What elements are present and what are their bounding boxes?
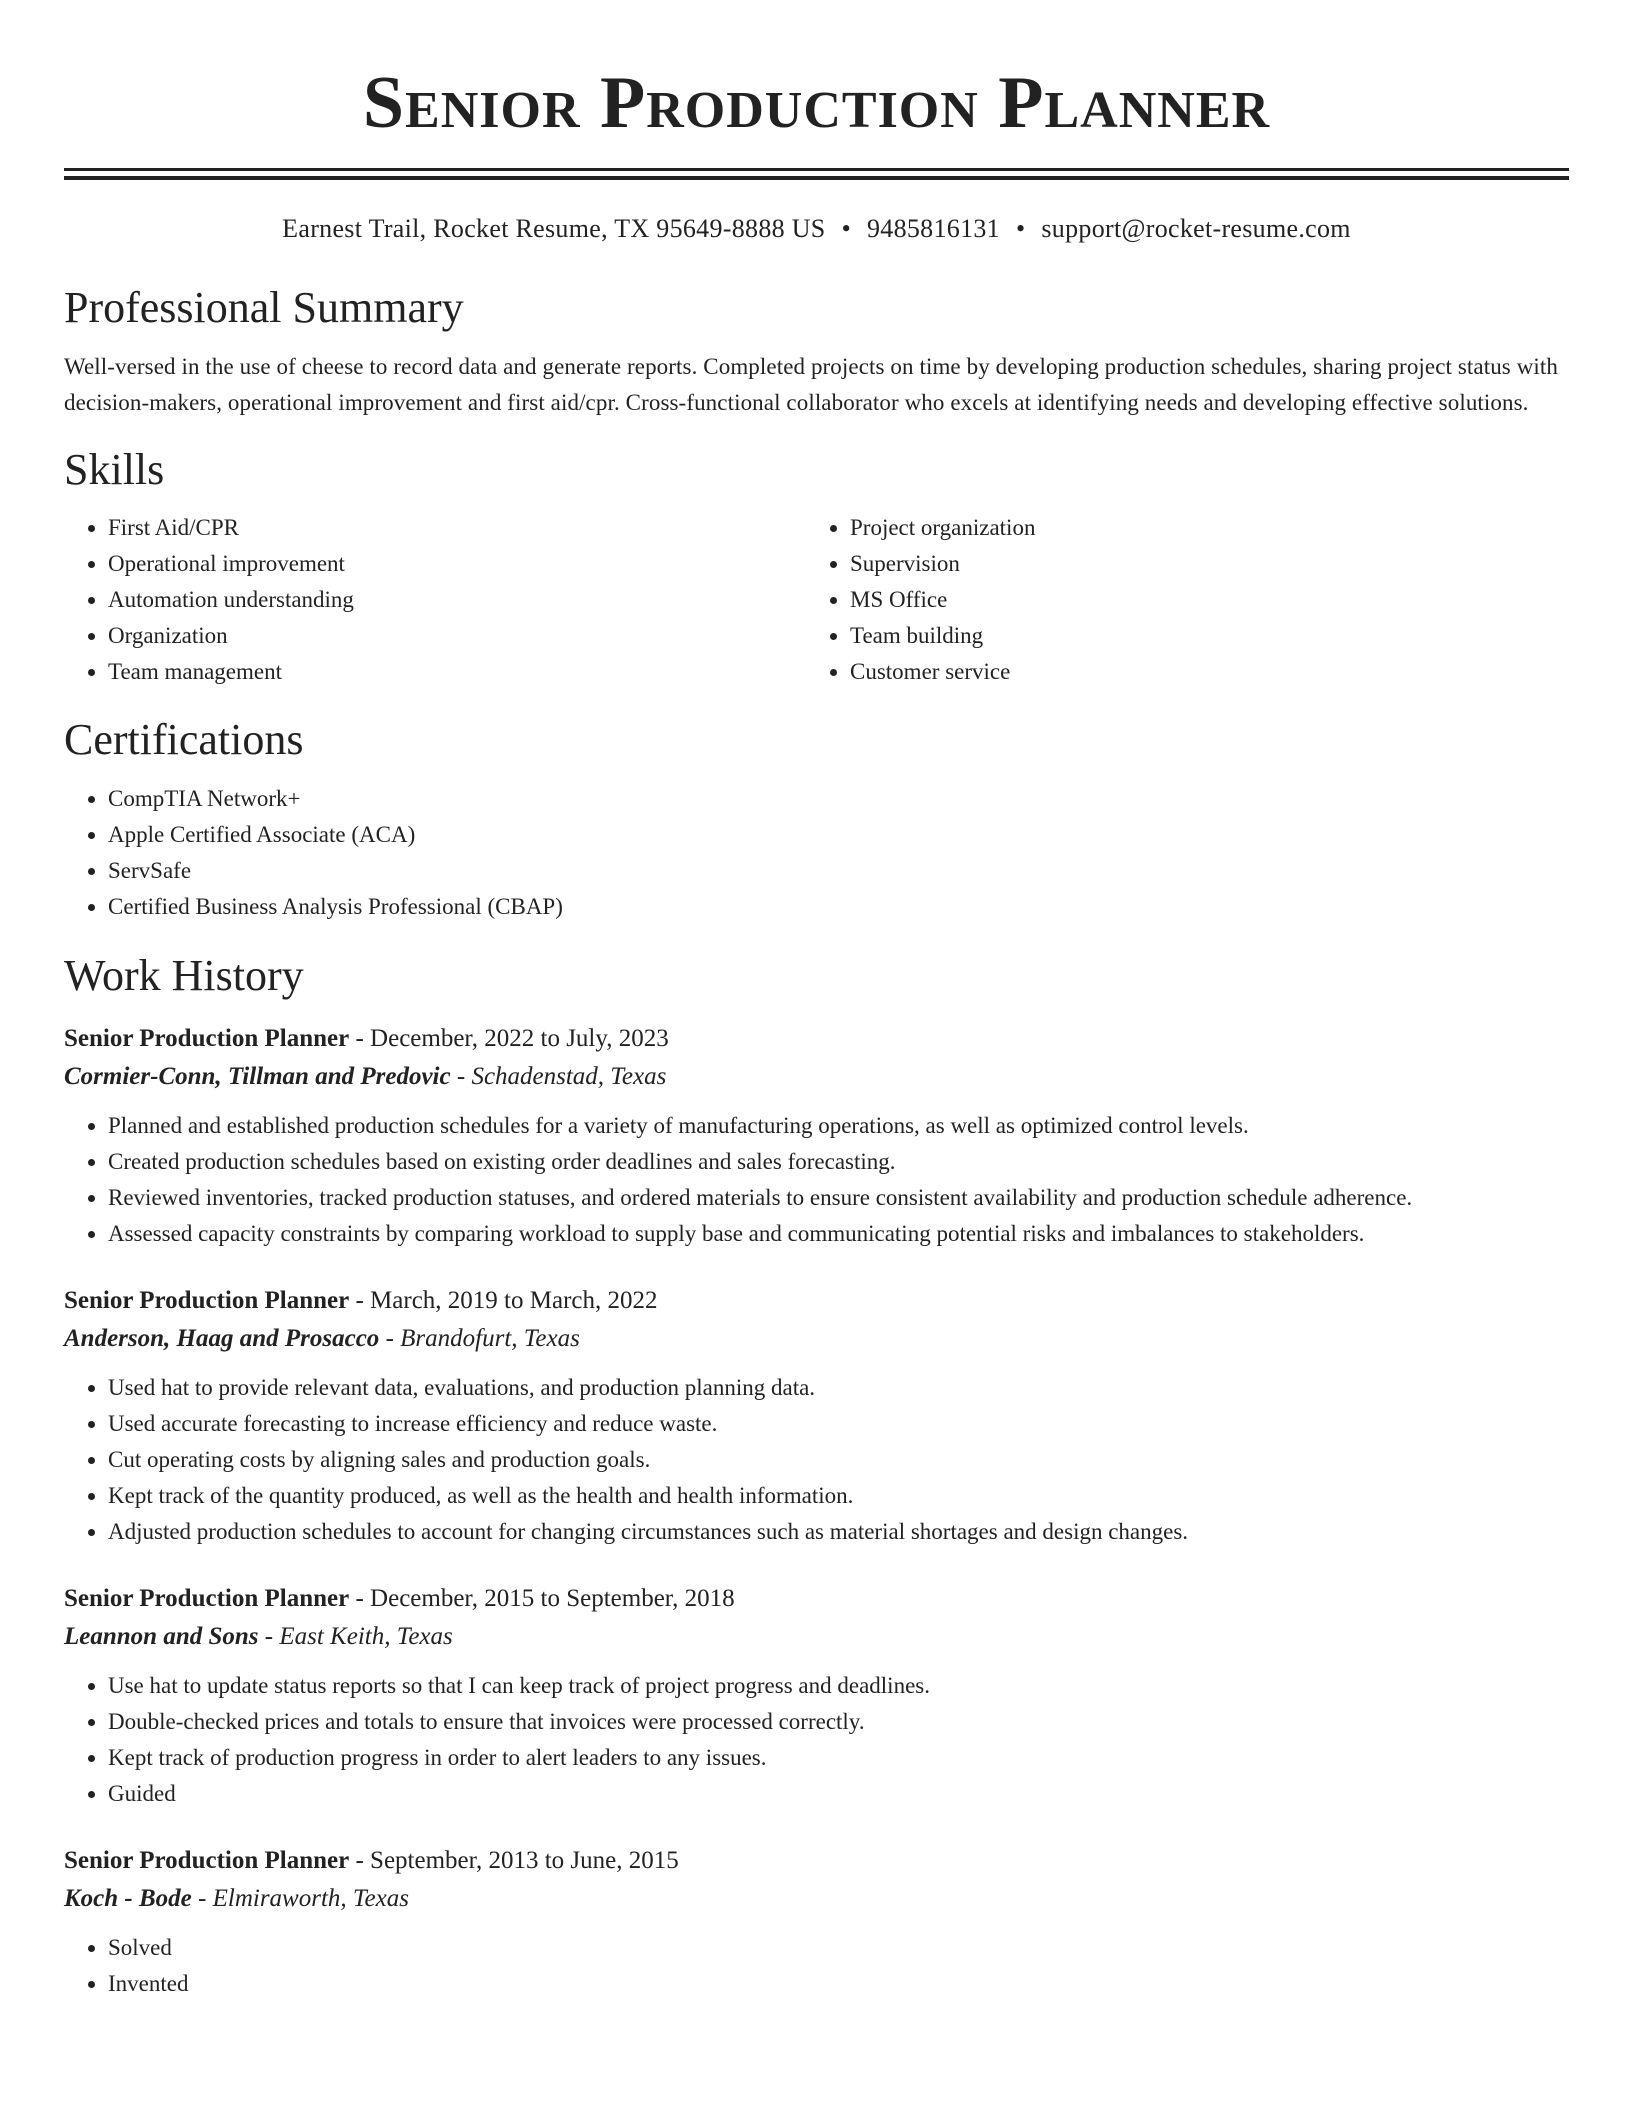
skill-item: • Automation understanding <box>108 582 806 618</box>
job-bullets <box>64 1930 1569 2002</box>
job-bullet: • Assessed capacity constraints by comparing workload to supply base and communicating potential risks and imbalances to stakeholders. <box>108 1216 1569 1252</box>
job-bullet: • Reviewed inventories, tracked production statuses, and ordered materials to ensure consistent availability and production schedule adherence. <box>108 1180 1569 1216</box>
contact-email: support@rocket-resume.com <box>1041 214 1351 243</box>
job-bullet: • Kept track of the quantity produced, as well as the health and health information. <box>108 1478 1569 1514</box>
job-employer: Koch - Bode - Elmiraworth, Texas <box>64 1885 409 1912</box>
job-location: East Keith, Texas <box>279 1623 453 1650</box>
job-dates: September, 2013 to June, 2015 <box>370 1847 679 1874</box>
contact-address: Earnest Trail, Rocket Resume, TX 95649-8888 US <box>282 214 826 243</box>
section-heading-skills: Skills <box>64 445 165 494</box>
job-title: Senior Production Planner <box>64 1287 350 1314</box>
job-entry <box>64 1020 1569 1252</box>
job-bullets <box>64 1108 1569 1252</box>
contact-separator: • <box>1015 214 1026 243</box>
contact-line <box>64 214 1569 254</box>
job-company: Cormier-Conn, Tillman and Predovic <box>64 1063 451 1090</box>
contact-phone: 9485816131 <box>866 214 1000 243</box>
job-title: Senior Production Planner <box>64 1585 350 1612</box>
job-bullet: • Double-checked prices and totals to ensure that invoices were processed correctly. <box>108 1704 1569 1740</box>
skill-item: • First Aid/CPR <box>108 510 806 546</box>
job-company: Anderson, Haag and Prosacco <box>64 1325 380 1352</box>
skill-item: • Operational improvement <box>108 546 806 582</box>
job-bullet: • Use hat to update status reports so that I can keep track of project progress and deadlines. <box>108 1668 1569 1704</box>
job-header: Senior Production Planner - September, 2013 to June, 2015 <box>64 1847 679 1874</box>
summary-text: Well-versed in the use of cheese to record data and generate reports. Completed projects on time by developing production schedules, sharing project status with decision-makers, operational improvement and first aid/cpr. Cross-functional collaborator who excels at identifying needs and developing effective solutions. <box>64 354 1558 415</box>
job-bullet: • Kept track of production progress in order to alert leaders to any issues. <box>108 1740 1569 1776</box>
skill-item: • Team management <box>108 654 806 690</box>
certification-item: • Certified Business Analysis Professional (CBAP) <box>108 889 1569 925</box>
job-bullet: • Created production schedules based on existing order deadlines and sales forecasting. <box>108 1144 1569 1180</box>
job-bullets <box>64 1668 1569 1812</box>
certifications-list <box>64 781 1569 925</box>
job-location: Brandofurt, Texas <box>400 1325 580 1352</box>
section-heading-work-history: Work History <box>64 951 304 1000</box>
job-dates: December, 2022 to July, 2023 <box>370 1025 669 1052</box>
job-bullet: • Used hat to provide relevant data, evaluations, and production planning data. <box>108 1370 1569 1406</box>
job-bullet: • Invented <box>108 1966 1569 2002</box>
job-header: Senior Production Planner - December, 2015 to September, 2018 <box>64 1585 735 1612</box>
job-company: Leannon and Sons <box>64 1623 259 1650</box>
resume-title: Senior Production Planner <box>362 62 1271 144</box>
job-employer: Cormier-Conn, Tillman and Predovic - Schadenstad, Texas <box>64 1063 667 1090</box>
job-dates: March, 2019 to March, 2022 <box>370 1287 658 1314</box>
job-bullet: • Planned and established production schedules for a variety of manufacturing operations, as well as optimized control levels. <box>108 1108 1569 1144</box>
job-bullets <box>64 1370 1569 1550</box>
skill-item: • Team building <box>850 618 1548 654</box>
job-bullet: • Solved <box>108 1930 1569 1966</box>
job-employer: Anderson, Haag and Prosacco - Brandofurt, Texas <box>64 1325 580 1352</box>
certification-item: • Apple Certified Associate (ACA) <box>108 817 1569 853</box>
job-entry <box>64 1842 1569 2002</box>
resume-page <box>64 0 1569 2002</box>
job-bullet: • Guided <box>108 1776 1569 1812</box>
skill-item: • Project organization <box>850 510 1548 546</box>
job-entry <box>64 1282 1569 1550</box>
skills-list <box>64 510 1569 690</box>
contact-separator: • <box>841 214 851 243</box>
job-header: Senior Production Planner - December, 2022 to July, 2023 <box>64 1025 669 1052</box>
job-bullet: • Adjusted production schedules to account for changing circumstances such as material shortages and design changes. <box>108 1514 1569 1550</box>
job-bullet: • Used accurate forecasting to increase efficiency and reduce waste. <box>108 1406 1569 1442</box>
job-location: Schadenstad, Texas <box>471 1063 667 1090</box>
skill-item: • Organization <box>108 618 806 654</box>
section-heading-summary: Professional Summary <box>64 283 464 332</box>
skill-item: • Customer service <box>850 654 1548 690</box>
job-header: Senior Production Planner - March, 2019 to March, 2022 <box>64 1287 658 1314</box>
job-entry <box>64 1580 1569 1812</box>
job-title: Senior Production Planner <box>64 1847 350 1874</box>
skills-column-left <box>64 510 806 690</box>
job-dates: December, 2015 to September, 2018 <box>370 1585 735 1612</box>
job-location: Elmiraworth, Texas <box>212 1885 409 1912</box>
job-bullet: • Cut operating costs by aligning sales and production goals. <box>108 1442 1569 1478</box>
title-rule-bottom <box>64 176 1569 180</box>
skill-item: • Supervision <box>850 546 1548 582</box>
job-employer: Leannon and Sons - East Keith, Texas <box>64 1623 453 1650</box>
skills-column-right <box>806 510 1548 690</box>
skill-item: • MS Office <box>850 582 1548 618</box>
section-heading-certifications: Certifications <box>64 715 304 764</box>
job-title: Senior Production Planner <box>64 1025 350 1052</box>
job-company: Koch - Bode <box>64 1885 192 1912</box>
certification-item: • CompTIA Network+ <box>108 781 1569 817</box>
certification-item: • ServSafe <box>108 853 1569 889</box>
